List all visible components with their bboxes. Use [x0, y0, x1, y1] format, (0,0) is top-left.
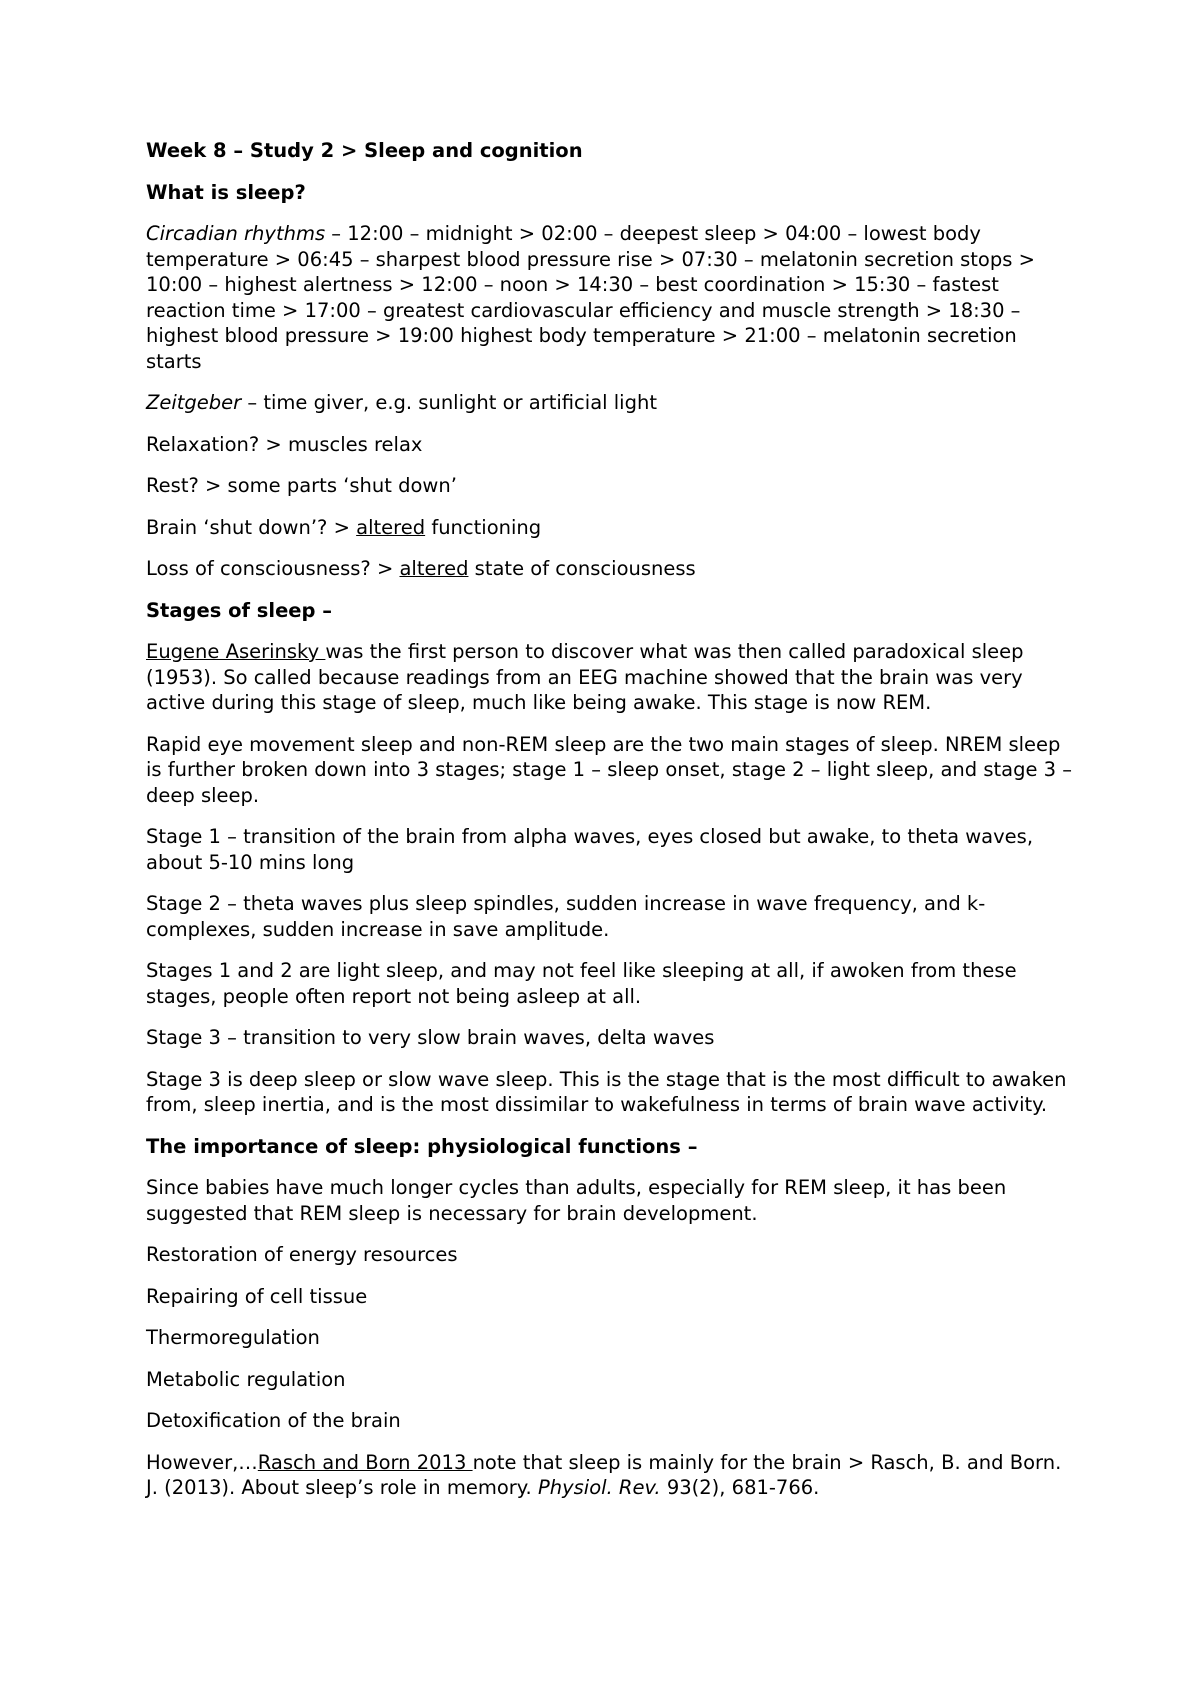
paragraph-zeitgeber	[146, 390, 1076, 416]
paragraph-thermoregulation: Thermoregulation	[146, 1326, 320, 1349]
paragraph-detoxification: Detoxification of the brain	[146, 1409, 401, 1432]
paragraph-loss-of-consciousness	[146, 556, 1076, 582]
brain-text-pre: Brain ‘shut down’? >	[146, 515, 357, 539]
paragraph-brain-shut-down	[146, 515, 1076, 541]
however-journal: Physiol. Rev.	[537, 1476, 661, 1499]
paragraph-stages-1-2: Stages 1 and 2 are light sleep, and may not feel like sleeping at all, if awoken from these stages, people often report not being asleep at all.	[146, 959, 1017, 1008]
paragraph-metabolic: Metabolic regulation	[146, 1367, 346, 1391]
paragraph-repairing: Repairing of cell tissue	[146, 1284, 368, 1308]
heading-importance-of-sleep: The importance of sleep: physiological functions –	[146, 1134, 698, 1158]
document-title: Week 8 – Study 2 > Sleep and cognition	[146, 139, 583, 162]
heading-what-is-sleep: What is sleep?	[146, 180, 306, 204]
consciousness-text-pre: Loss of consciousness? >	[146, 557, 400, 580]
brain-underlined-word: altered	[356, 515, 426, 539]
paragraph-restoration: Restoration of energy resources	[146, 1243, 458, 1266]
aserinsky-text: was the first person to discover what was then called paradoxical sleep (1953). So called because readings from an EEG machine showed that the brain was very active during this stage of sleep, much like being awake. This stage is now REM.	[146, 640, 1024, 714]
however-reference: Rasch and Born 2013	[257, 1450, 473, 1474]
paragraph-babies: Since babies have much longer cycles than adults, especially for REM sleep, it has been suggested that REM sleep is necessary for brain development.	[146, 1176, 1007, 1225]
paragraph-however	[146, 1450, 1076, 1501]
paragraph-circadian-rhythms	[146, 221, 1076, 374]
paragraph-rem-nrem: Rapid eye movement sleep and non-REM sleep are the two main stages of sleep. NREM sleep is further broken down into 3 stages; stage 1 – sleep onset, stage 2 – light sleep, and stage 3 – deep sleep.	[146, 732, 1073, 807]
aserinsky-name: Eugene Aserinsky	[146, 640, 326, 663]
zeitgeber-text: – time giver, e.g. sunlight or artificial light	[241, 391, 657, 414]
paragraph-aserinsky	[146, 639, 1076, 716]
paragraph-rest: Rest? > some parts ‘shut down’	[146, 474, 457, 497]
however-text-mid: note that sleep is mainly for the brain > Rasch, B. and Born. J. (2013). About sleep’s role in memory.	[146, 1450, 1062, 1499]
brain-text-post: functioning	[425, 515, 542, 539]
paragraph-stage-3-deep: Stage 3 is deep sleep or slow wave sleep. This is the stage that is the most difficult to awaken from, sleep inertia, and is the most dissimilar to wakefulness in terms of brain wave activity.	[146, 1067, 1067, 1116]
consciousness-underlined-word: altered	[399, 557, 469, 580]
however-text-pre: However,…	[146, 1450, 258, 1474]
paragraph-stage-2: Stage 2 – theta waves plus sleep spindles, sudden increase in wave frequency, and k-complexes, sudden increase in save amplitude.	[146, 892, 986, 941]
circadian-rhythms-text: – 12:00 – midnight > 02:00 – deepest sleep > 04:00 – lowest body temperature > 06:45 – sharpest blood pressure rise > 07:30 – melatonin secretion stops > 10:00 – highest alertness > 12:00 – noon > 14:30 – best coordination > 15:30 – fastest reaction time > 17:00 – greatest cardiovascular efficiency and muscle strength > 18:30 – highest blood pressure > 19:00 highest body temperature > 21:00 – melatonin secretion starts	[146, 222, 1035, 373]
heading-stages-of-sleep: Stages of sleep –	[146, 598, 333, 622]
consciousness-text-post: state of consciousness	[468, 557, 696, 580]
paragraph-stage-1: Stage 1 – transition of the brain from alpha waves, eyes closed but awake, to theta waves, about 5-10 mins long	[146, 825, 1034, 874]
document-page	[146, 138, 1076, 1517]
paragraph-relaxation: Relaxation? > muscles relax	[146, 432, 423, 456]
term-circadian-rhythms: Circadian rhythms	[146, 222, 326, 245]
however-text-post: 93(2), 681-766.	[660, 1476, 820, 1499]
term-zeitgeber: Zeitgeber	[146, 391, 242, 414]
paragraph-stage-3: Stage 3 – transition to very slow brain waves, delta waves	[146, 1026, 715, 1049]
